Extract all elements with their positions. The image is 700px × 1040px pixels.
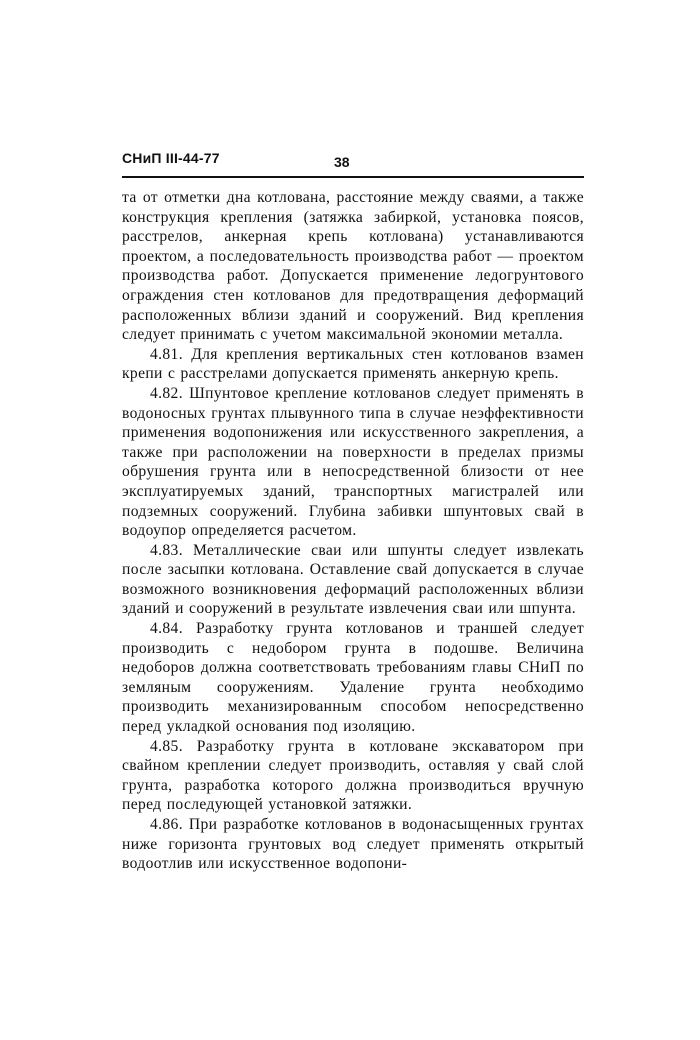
clause-number: 4.82.	[150, 384, 183, 402]
clause-4-84	[122, 619, 584, 737]
clause-4-83	[122, 541, 584, 619]
clause-4-86	[122, 815, 584, 874]
clause-number: 4.83.	[150, 541, 183, 559]
clause-4-82	[122, 384, 584, 541]
paragraph-text: та от отметки дна котлована, расстояние между сваями, а также конструкция крепления (затяжка забиркой, установка поясов, расстрелов, анкерная крепь котлована) устанавливаются проектом, а последовательность производства работ — проектом производства работ. Допускается применение ледогрунтового ограждения стен котлованов для предотвращения деформаций расположенных вблизи зданий и сооружений. Вид крепления следует принимать с учетом максимальной экономии металла.	[122, 189, 584, 344]
clause-number: 4.81.	[150, 345, 183, 363]
body-text	[122, 188, 584, 874]
clause-4-81	[122, 345, 584, 384]
clause-text: Металлические сваи или шпунты следует извлекать после засыпки котлована. Оставление свай допускается в случае возможного возникновения деформаций расположенных вблизи зданий и сооружений в результате извлечения сваи или шпунта.	[122, 541, 584, 618]
document-code: СНиП III-44-77	[122, 150, 220, 166]
page-number: 38	[334, 154, 350, 170]
document-page	[122, 150, 584, 874]
clause-text: Для крепления вертикальных стен котлованов взамен крепи с расстрелами допускается применять анкерную крепь.	[122, 345, 584, 383]
clause-text: При разработке котлованов в водонасыщенных грунтах ниже горизонта грунтовых вод следует применять открытый водоотлив или искусственное водопони-	[122, 816, 584, 873]
page-header	[122, 150, 584, 174]
clause-number: 4.85.	[150, 737, 183, 755]
clause-number: 4.84.	[150, 620, 183, 638]
clause-4-85	[122, 737, 584, 815]
paragraph-continued	[122, 188, 584, 345]
clause-text: Разработку грунта котлованов и траншей следует производить с недобором грунта в подошве. Величина недоборов должна соответствовать требованиям главы СНиП по земляным сооружениям. Удаление грунта необходимо производить механизированным способом непосредственно перед укладкой основания под изоляцию.	[122, 620, 584, 736]
clause-number: 4.86.	[150, 816, 183, 833]
clause-text: Разработку грунта в котловане экскаватором при свайном креплении следует производить, оставляя у свай слой грунта, разработка которого должна производиться вручную перед последующей установкой затяжки.	[122, 737, 585, 814]
header-rule	[122, 176, 584, 178]
clause-text: Шпунтовое крепление котлованов следует применять в водоносных грунтах плывунного типа в случае неэффективности применения водопонижения или искусственного закрепления, а также при расположении на поверхности в пределах призмы обрушения грунта или в непосредственной близости от нее эксплуатируемых зданий, транспортных магистралей или подземных сооружений. Глубина забивки шпунтовых свай в водоупор определяется расчетом.	[122, 384, 584, 540]
